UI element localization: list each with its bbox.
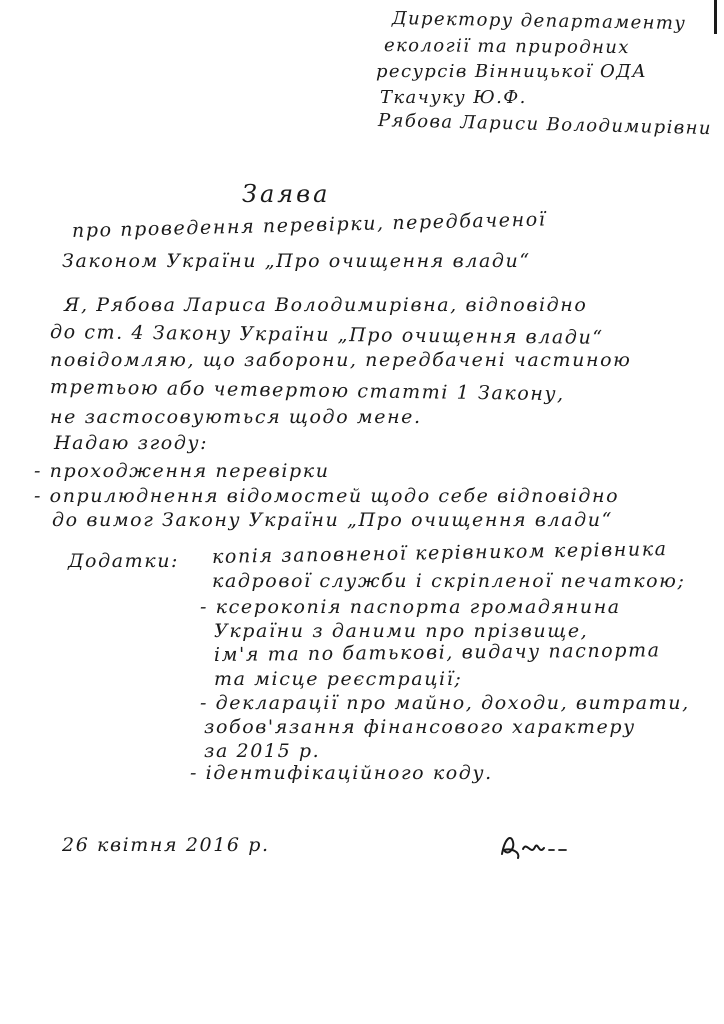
attachment-line-5: ім'я та по батькові, видачу паспорта (213, 639, 661, 666)
body-line-5: не застосовуються щодо мене. (50, 406, 422, 428)
attachment-line-1: копія заповненої керівником керівника (211, 538, 668, 568)
body-line-2: до ст. 4 Закону України „Про очищення влади“ (49, 321, 604, 349)
attachment-line-2: кадрової служби і скріпленої печаткою; (212, 570, 686, 592)
margin-mark (714, 0, 717, 34)
attachment-line-6: та місце реєстрації; (214, 668, 463, 690)
header-line-1: Директору департаменту (391, 8, 687, 35)
body-line-3: повідомляю, що заборони, передбачені частиною (50, 349, 632, 371)
date: 26 квітня 2016 р. (62, 834, 270, 856)
attachment-line-10: - ідентифікаційного коду. (190, 762, 493, 784)
header-line-3: ресурсів Вінницької ОДА (376, 61, 648, 82)
attachments-label: Додатки: (68, 550, 180, 572)
header-line-2: екології та природних (383, 35, 630, 59)
consent-item-1: - проходження перевірки (34, 460, 330, 482)
consent-heading: Надаю згоду: (54, 432, 209, 454)
document-title: Заява (242, 180, 331, 208)
attachment-line-3: - ксерокопія паспорта громадянина (200, 596, 621, 618)
attachment-line-7: - декларації про майно, доходи, витрати, (200, 692, 690, 714)
header-line-4: Ткачуку Ю.Ф. (380, 87, 527, 108)
attachment-line-4: України з даними про прізвище, (214, 620, 589, 642)
subject-line-2: Законом України „Про очищення влади“ (62, 250, 531, 272)
consent-item-2: - оприлюднення відомостей щодо себе відповідно (34, 485, 620, 507)
body-line-4: третьою або четвертою статті 1 Закону, (49, 376, 565, 406)
subject-line-1: про проведення перевірки, передбаченої (71, 208, 547, 242)
signature (496, 828, 576, 862)
attachment-line-9: за 2015 р. (204, 740, 321, 762)
header-line-5: Рябова Лариси Володимирівни (377, 110, 713, 140)
body-line-1: Я, Рябова Лариса Володимирівна, відповідно (64, 294, 588, 316)
consent-item-3: до вимог Закону України „Про очищення влади“ (52, 509, 613, 531)
attachment-line-8: зобов'язання фінансового характеру (204, 716, 636, 738)
